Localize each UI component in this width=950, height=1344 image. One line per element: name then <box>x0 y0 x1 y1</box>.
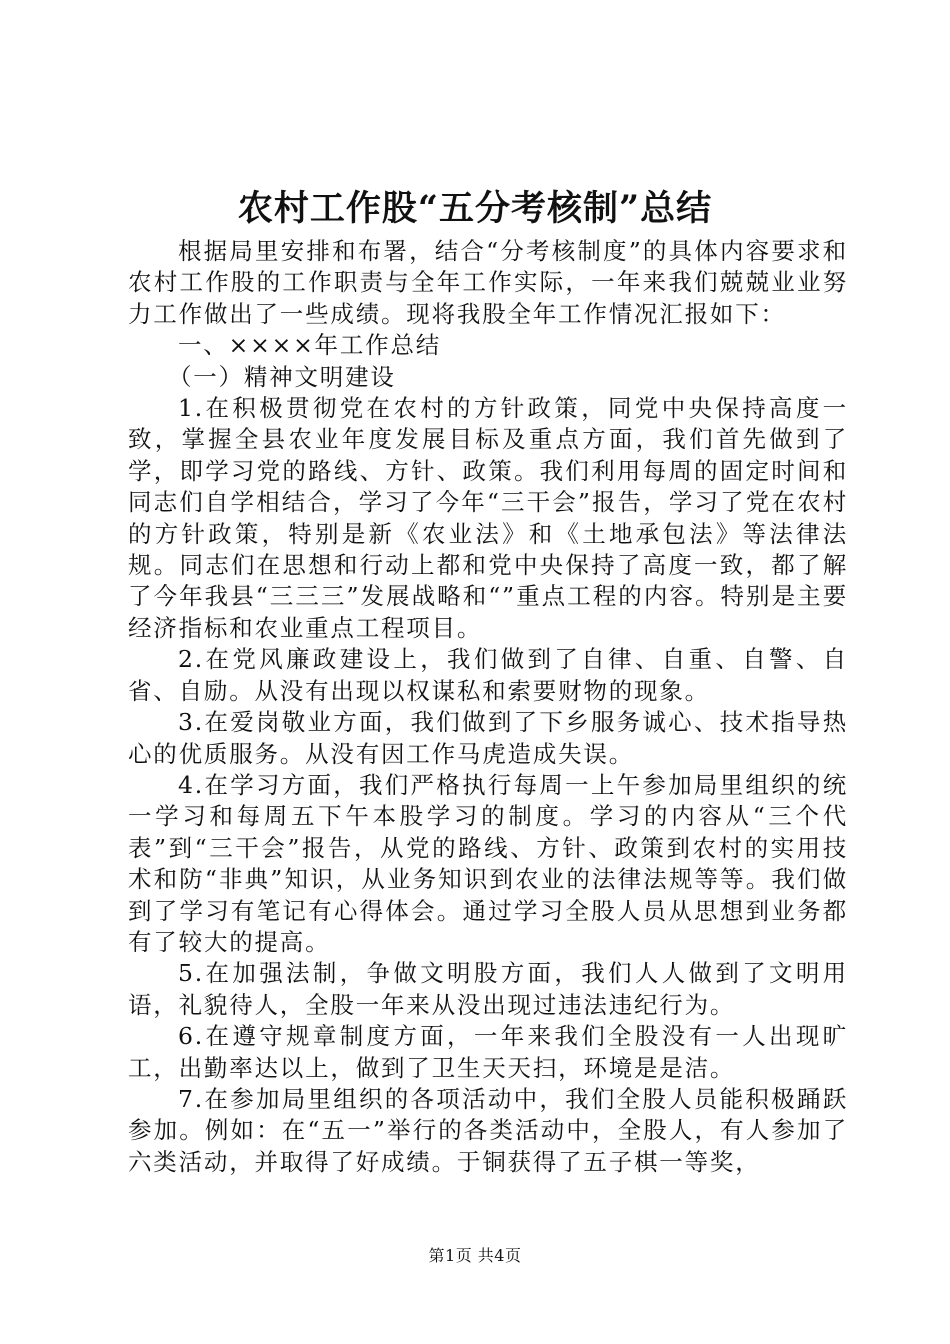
paragraph-item-4: 4.在学习方面，我们严格执行每周一上午参加局里组织的统一学习和每周五下午本股学习的制度。学习的内容从“三个代表”到“三干会”报告，从党的路线、方针、政策到农村的实用技术和防“非典”知识，从业务知识到农业的法律法规等等。我们做到了学习有笔记有心得体会。通过学习全股人员从思想到业务都有了较大的提高。 <box>128 770 848 956</box>
section-heading: 一、××××年工作总结 <box>178 331 442 360</box>
paragraph-item-3: 3.在爱岗敬业方面，我们做到了下乡服务诚心、技术指导热心的优质服务。从没有因工作马虎造成失误。 <box>128 708 848 768</box>
paragraph-item-7: 7.在参加局里组织的各项活动中，我们全股人员能积极踊跃参加。例如：在“五一”举行的各类活动中，全股人，有人参加了六类活动，并取得了好成绩。于铜获得了五子棋一等奖， <box>128 1084 848 1176</box>
paragraph-item-6: 6.在遵守规章制度方面，一年来我们全股没有一人出现旷工，出勤率达以上，做到了卫生天天扫，环境是是洁。 <box>128 1022 848 1082</box>
document-title: 农村工作股“五分考核制”总结 <box>237 188 713 229</box>
paragraph-item-1: 1.在积极贯彻党在农村的方针政策，同党中央保持高度一致，掌握全县农业年度发展目标及重点方面，我们首先做到了学，即学习党的路线、方针、政策。我们利用每周的固定时间和同志们自学相结合，学习了今年“三干会”报告，学习了党在农村的方针政策，特别是新《农业法》和《土地承包法》等法律法规。同志们在思想和行动上都和党中央保持了高度一致，都了解了今年我县“三三三”发展战略和“”重点工程的内容。特别是主要经济指标和农业重点工程项目。 <box>128 394 848 642</box>
subsection-heading: （一）精神文明建设 <box>168 362 396 391</box>
page-number: 第1页 共4页 <box>428 1246 522 1265</box>
paragraph-item-2: 2.在党风廉政建设上，我们做到了自律、自重、自警、自省、自励。从没有出现以权谋私和索要财物的现象。 <box>128 645 848 705</box>
paragraph-intro: 根据局里安排和布署，结合“分考核制度”的具体内容要求和农村工作股的工作职责与全年工作实际，一年来我们兢兢业业努力工作做出了一些成绩。现将我股全年工作情况汇报如下： <box>128 237 848 328</box>
document-body <box>128 236 848 1178</box>
paragraph-item-5: 5.在加强法制，争做文明股方面，我们人人做到了文明用语，礼貌待人，全股一年来从没出现过违法违纪行为。 <box>128 959 848 1019</box>
